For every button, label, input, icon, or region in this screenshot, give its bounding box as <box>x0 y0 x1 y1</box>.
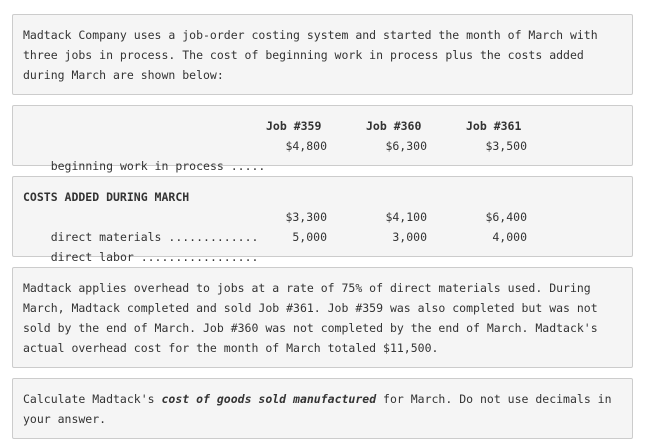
value-job-361: $6,400 <box>485 210 527 224</box>
table-row <box>23 227 623 264</box>
value-job-360: $4,100 <box>385 210 427 224</box>
question-box <box>12 378 633 439</box>
header-job-360: Job #360 <box>366 119 422 133</box>
header-job-359: Job #359 <box>266 119 322 133</box>
header-job-361: Job #361 <box>466 119 522 133</box>
overhead-text: Madtack applies overhead to jobs at a rate of 75% of direct materials used. During March, Madtack completed and sold Job #361. Job #359 was also completed but was not sold by the end of March. Job #360 was not completed by the end of March. Madtack's actual overhead cost for the month of March totaled $11,500. <box>23 281 598 355</box>
row-label: direct labor ................. <box>50 250 259 264</box>
value-job-360: 3,000 <box>392 230 427 244</box>
value-job-361: $3,500 <box>485 139 527 153</box>
intro-text: Madtack Company uses a job-order costing system and started the month of March with three jobs in process. The cost of beginning work in process plus the costs added during March are shown below: <box>23 28 598 82</box>
beginning-wip-table <box>12 105 633 173</box>
row-label: direct materials ............. <box>50 230 259 244</box>
value-job-359: $3,300 <box>285 210 327 224</box>
question-suffix: for March. Do not use decimals in your answer. <box>23 392 612 426</box>
row-label: beginning work in process ..... <box>50 159 266 173</box>
value-job-360: $6,300 <box>385 139 427 153</box>
value-job-359: 5,000 <box>292 230 327 244</box>
section-title: COSTS ADDED DURING MARCH <box>23 190 190 204</box>
question-emphasis: cost of goods sold manufactured <box>161 392 377 406</box>
costs-added-table <box>12 176 633 264</box>
table-header-row <box>23 116 623 136</box>
intro-box <box>12 14 633 95</box>
overhead-box <box>12 267 633 368</box>
table-row <box>23 136 623 173</box>
question-text <box>13 379 632 429</box>
value-job-359: $4,800 <box>285 139 327 153</box>
question-prefix: Calculate Madtack's <box>23 392 162 406</box>
value-job-361: 4,000 <box>492 230 527 244</box>
